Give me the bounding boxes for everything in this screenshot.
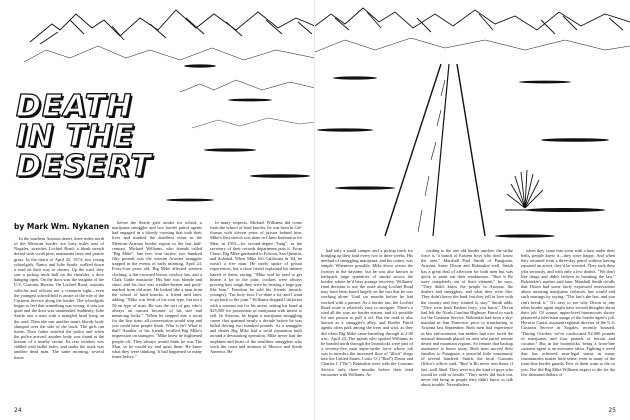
right-text-column-2 <box>421 248 513 404</box>
title-line-1: DEATH <box>16 89 133 124</box>
title-line-2: IN THE <box>16 119 135 154</box>
right-page <box>315 0 630 420</box>
left-text-column-2 <box>112 220 202 404</box>
title-line-3: DESERT <box>16 149 152 184</box>
left-text-column-3 <box>210 220 302 404</box>
page-number-right: 25 <box>608 407 616 414</box>
body-paragraph: when they came into town with a bust under their belts, people knew it—they were happy. And when they returned from a three-day patrol without having reported an arrest, they'd be worried. They took their jobs seriously, and with only a few doubts. "We don't like drugs and didn't believe in breaking the law," Bokinskie's mother said later. Marshall Smith recalls that Dixon had some fairly expressed reservations about arresting marijuana violators, but would end such musings by saying, "The law's the law, and you can't break it." It's easy to see why Dixon or any other border agent might have second thoughts about their job. Of course, upper-level bureaucrats showy plastered a television image of the border agent's job. Horacio Cantú, assistant regional director of the U.S. Customs Service in Nogales, recently boasted, "During October, we've confiscated 82,000 pounds of marijuana, and four pounds of heroin and cocaine." But in the boondocks, being a front-line customs agent is an awesome affair. Fighting a weed that has achieved near-legal status in many communities makes little sense, even to many of the front-line border guards. Few of them want to die so you. Nor did Big Mike Williams expect to die for the few thousand dollars of <box>521 248 615 377</box>
body-paragraph: In many respects, Michael Williams did come from the school of hard knocks; he was born in Cal-ifornia with eleven years of prison behind him. Mike's first stretch was done in Chino Institution for Men, in 1953—for second-degree "burg", as the secretary of their records department puts it. From Chino, Big Mike graduated to Folsom, San Quentin, and Soledad. When Mike left California in '64, he wasn't a free man. He rarely spoke of prison experiences, but a close friend explained his intense hatred of them, saying: "Mike said he used to get beaten a lot in the joint; cookies were always proving how tough they were by beating a large guy like him." Freedom he told his friends (mostly younger), "I'm forty-four, I've done a lot, and I want to go back to the joint." Williams skipped California with a warrant out for his arrest, setting his bond at $25,000 for possession of marijuana with intent to sell. In Arizona, he began a marijuana smuggling career that spanned nearly a decade before he was killed driving two hundred pounds. As a smuggler and dealer Big Mike had a solid reputation built around a devastating operation. Mike never had the airplanes and boats of the wealthier smugglers who work the coast and avenues of Mexico and South America. He <box>210 220 302 354</box>
body-paragraph: In the southern Arizona desert, three miles north of the Mexican border, are forty miles east of Nogales, stretches Lochiel Road: a bleak stretch dotted with scrub pine, manzanita trees and prairie grass. In the dawn of April 25, 1974, two young schoolgirls, Nancy and Julie Searle, walked down a road on their way to classes. Up the road, they saw a pickup truck half on the shoulder, a door hanging open. On the door was the insignia of the U.S. Customs Bureau. On Lochiel Road, customs vehicles and officers are a common sight—even the youngest schoolchild is aware of the role of the Customs Service along the border. The schoolgirls began to feel that something was wrong: it was too quiet and the door was unattended. Suddenly, Julie Searle saw a man with a mangled head lying on the road. Then she saw another man's bloody body slumped over the side of the truck. The girls ran home. Their father notified the police and when the police arrived, another body was found at the bottom of a nearby ravine. Its rear window was riddled with bullet holes, and under the truck was another dead man. The same morning, several hours <box>14 236 104 360</box>
page-number-left: 24 <box>14 407 22 414</box>
article-title <box>16 89 166 184</box>
right-text-column-1 <box>321 248 413 404</box>
right-text-column-3 <box>521 248 615 404</box>
desert-road-illustration <box>315 0 630 240</box>
left-text-column-1 <box>14 236 104 404</box>
body-paragraph: before the Searle girls awoke for school, a marijuana smuggler and two border patrol agents had engaged in a bloody crossing that took their lives and marked the deadliest event in the Mexican-Arizona border region in the last half-century. Michael Williams, who friends called "Big Mike", late feet, four inches, two hundred fifty pounds was the veteran Arizona smuggler trapped in the events of early morning, April 24. Forty-four years old, Big Mike affected western clothing, a flat-crowned brown cowboy hat, and a Clark Gable mustache. His hair was blonde and short, and his face was weather-beaten and pock-marked from old acne. He looked like a man from the school of hard knocks, a friend said later, adding, "Mike was fresh of his own type, but not a 50-on type of man. He was the sort of guy who's always an outcast because of his size and menacing looks." "When he stepped into a room for the first time, all conversation would stop and you could hear people think. Who is he? What is that? Another of his friends recalled Big Mike's impression on strangers. "Mike knew he frightened people off. They always would think he was The Man, so he would try and quiet them. He knew what they were thinking. It had happened so many times before." <box>112 220 202 360</box>
byline: by Mark Wm. Nykanen <box>14 222 110 231</box>
body-paragraph: had only a small camper and a pickup truck for bringing up their load every two or three weeks. His method of smuggling marijuana, and his routes, was simple. Whenever possible, Mike drove across the frontier in the daytime, but he was also known to backpack large quantities of smoke across the border, where he'd later arrange recovery. Williams' final decision to use the route along Lochiel Road may have been based largely on the fact that he was working alone. Until six months before he had worked with a partner. As a border run, the Lochiel Road route is relatively easy to navigate. There's a road all the way, no border station, and it's possible for one person to pull it off. But the road is also known as a smuggler's alley, and Border Patrol agents often park among the trees and wait, as they did when Big Mike came barreling through at 2:00 a.m., April 24. The agents who spotted Williams as he headed north through the boondocks were part of a seventy-five man super-strike force whose job was to interdict the increased flow of "illicit" drugs into the United States. Louis O. ("Bud") Dixon and Charles J. ("Bo") Bokinskie were with the Customs Service only three months before their fatal encounter with Williams. Ac- <box>321 248 413 377</box>
yucca-plant-icon <box>505 170 547 210</box>
body-paragraph: cording to the one old border rancher, the strike force is "a bunch of Eastern boys who don't know the area." Marshall Paul Smith of Patagonia, Arizona, knew Dixon and Bokinskie well. Smith has a great deal of affection for both men but was quick to point out their weaknesses. "Bud 'n Bo were completely out of their element," he says. "They didn't know the people in Arizona, the dealers and smugglers, and what they were like. They didn't know the land, but they fell in love with the country and they wanted to stay." Smith adds, "They were both Eastern boys, you know." Dixon had left the North Carolina Highway Patrol to work for the Customs Service. Bokinskie had been a sky-marshal in San Francisco prior to transferring to Arizona last September. Both men had experience in law enforcement, but neither had ever faced the unusual demands placed on men who patrol remote desert and mountain regions. So remote that backup assistance is hours away. Both men moved their families to Patagonia, a peaceful little community of several hundred. Smith, the local Customs Office's officer said, "Bud 'n Bo never met them, if fact, well liked. They were not the kind of guys who would be cold or hostile." They never did back out, never did bring in people they didn't know to talk about trouble. Nevertheless <box>421 248 513 388</box>
